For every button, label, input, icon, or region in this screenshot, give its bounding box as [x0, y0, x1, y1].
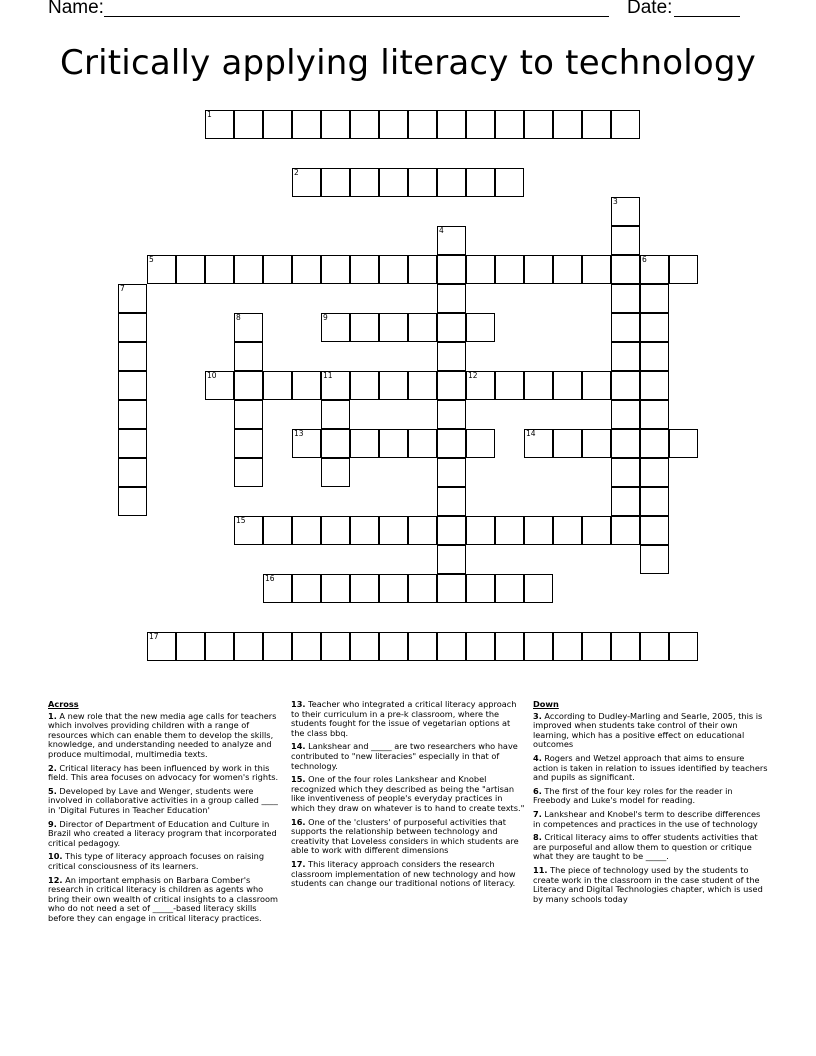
crossword-cell[interactable] [205, 371, 234, 400]
cell-number: 17 [149, 632, 159, 641]
crossword-cell[interactable] [379, 313, 408, 342]
crossword-cell[interactable] [640, 371, 669, 400]
crossword-cell[interactable] [495, 371, 524, 400]
crossword-cell[interactable] [321, 313, 350, 342]
crossword-cell[interactable] [205, 632, 234, 661]
cell-number: 3 [613, 197, 618, 206]
crossword-cell[interactable] [437, 458, 466, 487]
crossword-cell[interactable] [582, 632, 611, 661]
cell-number: 15 [236, 516, 246, 525]
crossword-cell[interactable] [321, 110, 350, 139]
crossword-cell[interactable] [466, 313, 495, 342]
across-clues-column-1 [48, 700, 284, 927]
crossword-cell[interactable] [147, 632, 176, 661]
crossword-cell[interactable] [379, 429, 408, 458]
crossword-cell[interactable] [408, 516, 437, 545]
crossword-cell[interactable] [524, 255, 553, 284]
cell-number: 1 [207, 110, 212, 119]
crossword-cell[interactable] [611, 255, 640, 284]
crossword-cell[interactable] [466, 371, 495, 400]
clue-across-12: 12. An important emphasis on Barbara Comber's research in critical literacy is children as agents who bring their own wealth of critical insights to a classroom who do not need a set of _____-based literacy skills before they can engage in critical literacy practices. [48, 874, 278, 923]
crossword-cell[interactable] [611, 284, 640, 313]
crossword-cell[interactable] [321, 400, 350, 429]
down-heading: Down [533, 699, 559, 709]
crossword-cell[interactable] [234, 632, 263, 661]
crossword-cell[interactable] [466, 255, 495, 284]
crossword-cell[interactable] [118, 371, 147, 400]
date-label: Date: [627, 0, 673, 18]
crossword-cell[interactable] [553, 632, 582, 661]
crossword-cell[interactable] [495, 110, 524, 139]
crossword-cell[interactable] [408, 168, 437, 197]
crossword-cell[interactable] [263, 255, 292, 284]
crossword-cell[interactable] [640, 487, 669, 516]
crossword-cell[interactable] [321, 574, 350, 603]
crossword-cell[interactable] [292, 429, 321, 458]
crossword-cell[interactable] [669, 255, 698, 284]
crossword-cell[interactable] [408, 429, 437, 458]
crossword-cell[interactable] [437, 516, 466, 545]
cell-number: 14 [526, 429, 536, 438]
crossword-cell[interactable] [379, 632, 408, 661]
crossword-cell[interactable] [466, 168, 495, 197]
clue-across-2: 2. Critical literacy has been influenced by work in this field. This area focuses on advocacy for women's rights. [48, 762, 279, 783]
crossword-cell[interactable] [437, 110, 466, 139]
clue-down-7: 7. Lankshear and Knobel's term to describe differences in competences and practices in the use of technology [533, 808, 761, 829]
crossword-cell[interactable] [437, 632, 466, 661]
crossword-cell[interactable] [408, 255, 437, 284]
cell-number: 7 [120, 284, 125, 293]
cell-number: 12 [468, 371, 478, 380]
crossword-cell[interactable] [640, 429, 669, 458]
crossword-cell[interactable] [611, 313, 640, 342]
crossword-cell[interactable] [466, 574, 495, 603]
clue-across-15: 15. One of the four roles Lankshear and Knobel recognized which they described as being the "artisan like inventiveness of people's everyday practices in which they draw on whatever is to hand to create texts." [291, 774, 525, 813]
crossword-cell[interactable] [437, 168, 466, 197]
crossword-cell[interactable] [147, 255, 176, 284]
crossword-cell[interactable] [234, 371, 263, 400]
across-clues-column-2 [291, 700, 525, 893]
crossword-cell[interactable] [321, 429, 350, 458]
crossword-cell[interactable] [495, 574, 524, 603]
crossword-cell[interactable] [234, 458, 263, 487]
crossword-cell[interactable] [263, 574, 292, 603]
crossword-cell[interactable] [321, 255, 350, 284]
crossword-cell[interactable] [611, 226, 640, 255]
crossword-cell[interactable] [553, 255, 582, 284]
cell-number: 4 [439, 226, 444, 235]
crossword-cell[interactable] [379, 255, 408, 284]
crossword-cell[interactable] [611, 429, 640, 458]
crossword-cell[interactable] [118, 458, 147, 487]
crossword-cell[interactable] [437, 313, 466, 342]
page-title: Critically applying literacy to technology [60, 43, 756, 83]
crossword-cell[interactable] [437, 545, 466, 574]
crossword-cell[interactable] [234, 516, 263, 545]
crossword-cell[interactable] [321, 632, 350, 661]
crossword-cell[interactable] [640, 516, 669, 545]
crossword-cell[interactable] [118, 400, 147, 429]
crossword-cell[interactable] [524, 516, 553, 545]
cell-number: 8 [236, 313, 241, 322]
crossword-cell[interactable] [640, 342, 669, 371]
crossword-cell[interactable] [495, 632, 524, 661]
cell-number: 2 [294, 168, 299, 177]
crossword-cell[interactable] [234, 110, 263, 139]
crossword-cell[interactable] [611, 516, 640, 545]
clue-across-9: 9. Director of Department of Education and Culture in Brazil who created a literacy program that incorporated critical pedagogy. [48, 818, 277, 848]
crossword-cell[interactable] [234, 342, 263, 371]
crossword-cell[interactable] [350, 255, 379, 284]
crossword-cell[interactable] [669, 632, 698, 661]
crossword-cell[interactable] [437, 487, 466, 516]
crossword-cell[interactable] [379, 110, 408, 139]
crossword-cell[interactable] [176, 632, 205, 661]
crossword-cell[interactable] [408, 313, 437, 342]
crossword-cell[interactable] [669, 429, 698, 458]
crossword-cell[interactable] [292, 168, 321, 197]
crossword-cell[interactable] [582, 371, 611, 400]
crossword-cell[interactable] [524, 574, 553, 603]
cell-number: 16 [265, 574, 275, 583]
crossword-cell[interactable] [553, 371, 582, 400]
crossword-cell[interactable] [466, 429, 495, 458]
crossword-cell[interactable] [582, 255, 611, 284]
crossword-cell[interactable] [234, 255, 263, 284]
crossword-cell[interactable] [640, 400, 669, 429]
crossword-cell[interactable] [524, 371, 553, 400]
crossword-cell[interactable] [408, 632, 437, 661]
crossword-cell[interactable] [524, 632, 553, 661]
crossword-cell[interactable] [350, 110, 379, 139]
crossword-cell[interactable] [350, 371, 379, 400]
clue-down-8: 8. Critical literacy aims to offer students activities that are purposeful and allow them to question or critique what they are taught to be _____. [533, 832, 758, 862]
crossword-cell[interactable] [379, 516, 408, 545]
crossword-cell[interactable] [611, 487, 640, 516]
cell-number: 5 [149, 255, 154, 264]
crossword-cell[interactable] [379, 371, 408, 400]
crossword-cell[interactable] [466, 632, 495, 661]
cell-number: 13 [294, 429, 304, 438]
crossword-cell[interactable] [495, 168, 524, 197]
crossword-cell[interactable] [379, 574, 408, 603]
crossword-cell[interactable] [611, 632, 640, 661]
crossword-cell[interactable] [350, 168, 379, 197]
down-clues-column [533, 700, 769, 908]
crossword-cell[interactable] [118, 487, 147, 516]
crossword-cell[interactable] [118, 429, 147, 458]
crossword-cell[interactable] [640, 255, 669, 284]
crossword-cell[interactable] [234, 429, 263, 458]
crossword-cell[interactable] [292, 255, 321, 284]
crossword-cell[interactable] [640, 458, 669, 487]
crossword-cell[interactable] [582, 110, 611, 139]
clue-across-13: 13. Teacher who integrated a critical literacy approach to their curriculum in a pre-k classroom, where the students fought for the issue of vegetarian options at the class bbq. [291, 699, 517, 738]
clue-down-11: 11. The piece of technology used by the students to create work in the classroom in the case student of the Literacy and Digital Technologies chapter, which is used by many schools today [533, 864, 763, 904]
crossword-cell[interactable] [292, 574, 321, 603]
crossword-cell[interactable] [234, 400, 263, 429]
crossword-cell[interactable] [553, 429, 582, 458]
crossword-cell[interactable] [205, 110, 234, 139]
crossword-cell[interactable] [321, 458, 350, 487]
crossword-cell[interactable] [640, 284, 669, 313]
crossword-cell[interactable] [350, 313, 379, 342]
crossword-cell[interactable] [437, 342, 466, 371]
crossword-cell[interactable] [292, 371, 321, 400]
crossword-cell[interactable] [350, 429, 379, 458]
crossword-cell[interactable] [553, 110, 582, 139]
clue-across-10: 10. This type of literacy approach focuses on raising critical consciousness of its learners. [48, 851, 265, 871]
crossword-cell[interactable] [118, 284, 147, 313]
crossword-cell[interactable] [582, 516, 611, 545]
crossword-cell[interactable] [118, 313, 147, 342]
crossword-cell[interactable] [611, 458, 640, 487]
clue-down-3: 3. According to Dudley-Marling and Searle, 2005, this is improved when students take control of their own learning, which has a positive effect on educational outcomes [533, 710, 763, 750]
crossword-cell[interactable] [553, 516, 582, 545]
crossword-cell[interactable] [292, 110, 321, 139]
name-label: Name: [48, 0, 104, 18]
crossword-cell[interactable] [408, 371, 437, 400]
crossword-cell[interactable] [611, 400, 640, 429]
crossword-cell[interactable] [205, 255, 234, 284]
crossword-cell[interactable] [495, 516, 524, 545]
crossword-cell[interactable] [437, 400, 466, 429]
clue-down-6: 6. The first of the four key roles for the reader in Freebody and Luke's model for reading. [533, 785, 733, 806]
clue-across-1: 1. A new role that the new media age calls for teachers which involves providing children with a range of resources which can enable them to develop the skills, knowledge, and understanding needed to analyze and produce multimodal, multimedia texts. [48, 710, 277, 759]
crossword-cell[interactable] [321, 516, 350, 545]
crossword-cell[interactable] [118, 342, 147, 371]
cell-number: 10 [207, 371, 217, 380]
across-heading: Across [48, 699, 79, 709]
crossword-cell[interactable] [437, 429, 466, 458]
crossword-cell[interactable] [321, 371, 350, 400]
crossword-cell[interactable] [611, 342, 640, 371]
crossword-cell[interactable] [234, 313, 263, 342]
clue-across-5: 5. Developed by Lave and Wenger, students were involved in collaborative activities in a group called ____ in 'Digital Futures in Teacher Education' [48, 785, 278, 815]
crossword-cell[interactable] [263, 371, 292, 400]
crossword-cell[interactable] [350, 574, 379, 603]
cell-number: 9 [323, 313, 328, 322]
crossword-cell[interactable] [611, 110, 640, 139]
crossword-cell[interactable] [466, 516, 495, 545]
crossword-cell[interactable] [437, 284, 466, 313]
crossword-cell[interactable] [321, 168, 350, 197]
crossword-cell[interactable] [379, 168, 408, 197]
crossword-cell[interactable] [437, 255, 466, 284]
crossword-cell[interactable] [524, 429, 553, 458]
crossword-cell[interactable] [640, 545, 669, 574]
crossword-cell[interactable] [292, 632, 321, 661]
crossword-cell[interactable] [640, 632, 669, 661]
crossword-cell[interactable] [495, 255, 524, 284]
crossword-cell[interactable] [524, 110, 553, 139]
crossword-cell[interactable] [408, 574, 437, 603]
clue-across-16: 16. One of the 'clusters' of purposeful activities that supports the relationship between technology and creativity that Loveless considers in which students are able to work with different dimensions [291, 816, 519, 856]
crossword-cell[interactable] [437, 226, 466, 255]
crossword-cell[interactable] [408, 110, 437, 139]
crossword-cell[interactable] [350, 516, 379, 545]
crossword-cell[interactable] [292, 516, 321, 545]
crossword-cell[interactable] [582, 429, 611, 458]
crossword-cell[interactable] [611, 371, 640, 400]
crossword-cell[interactable] [350, 632, 379, 661]
crossword-cell[interactable] [176, 255, 205, 284]
crossword-cell[interactable] [611, 197, 640, 226]
crossword-cell[interactable] [263, 516, 292, 545]
clue-across-17: 17. This literacy approach considers the research classroom implementation of new technology and how students can change our traditional notions of literacy. [291, 858, 516, 889]
crossword-cell[interactable] [263, 632, 292, 661]
crossword-cell[interactable] [437, 371, 466, 400]
crossword-cell[interactable] [437, 574, 466, 603]
clue-down-4: 4. Rogers and Wetzel approach that aims to ensure action is taken in relation to issues identified by teachers and pupils as significant. [533, 752, 768, 783]
cell-number: 6 [642, 255, 647, 264]
cell-number: 11 [323, 371, 333, 380]
clue-across-14: 14. Lankshear and _____ are two researchers who have contributed to "new literacies" especially in that of technology. [291, 741, 518, 771]
crossword-cell[interactable] [640, 313, 669, 342]
crossword-cell[interactable] [263, 110, 292, 139]
crossword-cell[interactable] [466, 110, 495, 139]
